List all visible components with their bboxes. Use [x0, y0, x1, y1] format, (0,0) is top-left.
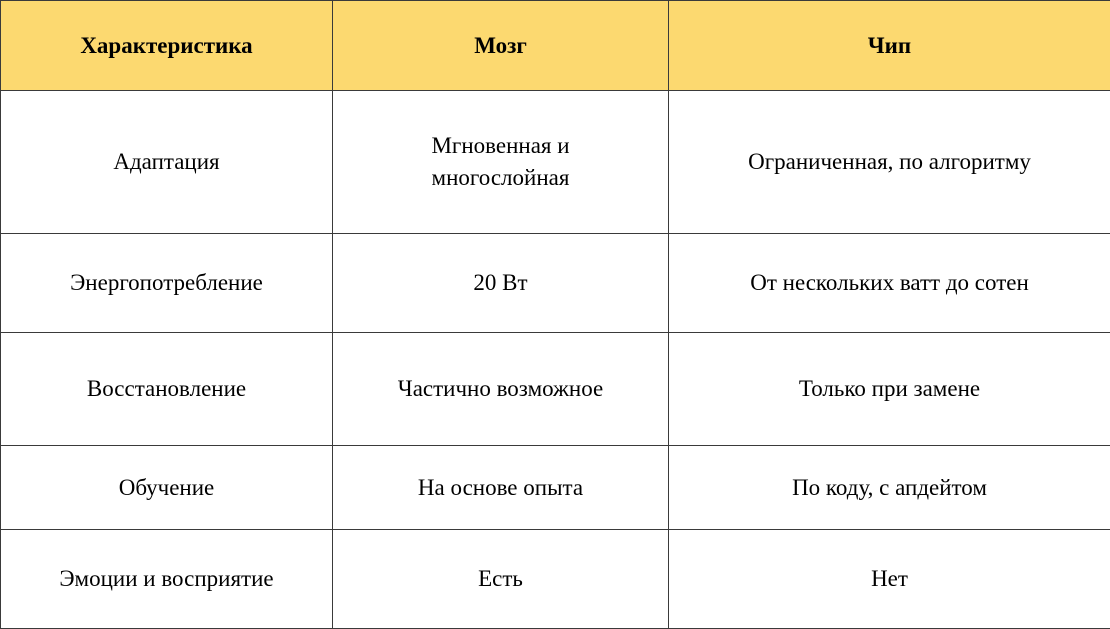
cell-characteristic: Эмоции и восприятие	[1, 530, 333, 629]
table-row	[1, 530, 1110, 629]
header-characteristic: Характеристика	[1, 1, 333, 91]
table-header-row	[1, 1, 1110, 91]
cell-brain: Мгновенная и многослойная	[333, 91, 669, 234]
cell-characteristic: Восстановление	[1, 333, 333, 446]
cell-chip: По коду, с апдейтом	[669, 446, 1110, 530]
cell-chip: Только при замене	[669, 333, 1110, 446]
cell-brain: 20 Вт	[333, 234, 669, 333]
cell-chip: Ограниченная, по алгоритму	[669, 91, 1110, 234]
table-row	[1, 234, 1110, 333]
table-row	[1, 446, 1110, 530]
cell-characteristic: Адаптация	[1, 91, 333, 234]
cell-chip: Нет	[669, 530, 1110, 629]
header-brain: Мозг	[333, 1, 669, 91]
cell-chip: От нескольких ватт до сотен	[669, 234, 1110, 333]
table-row	[1, 333, 1110, 446]
cell-brain: Есть	[333, 530, 669, 629]
cell-characteristic: Обучение	[1, 446, 333, 530]
cell-brain: На основе опыта	[333, 446, 669, 530]
cell-brain: Частично возможное	[333, 333, 669, 446]
cell-characteristic: Энергопотребление	[1, 234, 333, 333]
table-row	[1, 91, 1110, 234]
header-chip: Чип	[669, 1, 1110, 91]
